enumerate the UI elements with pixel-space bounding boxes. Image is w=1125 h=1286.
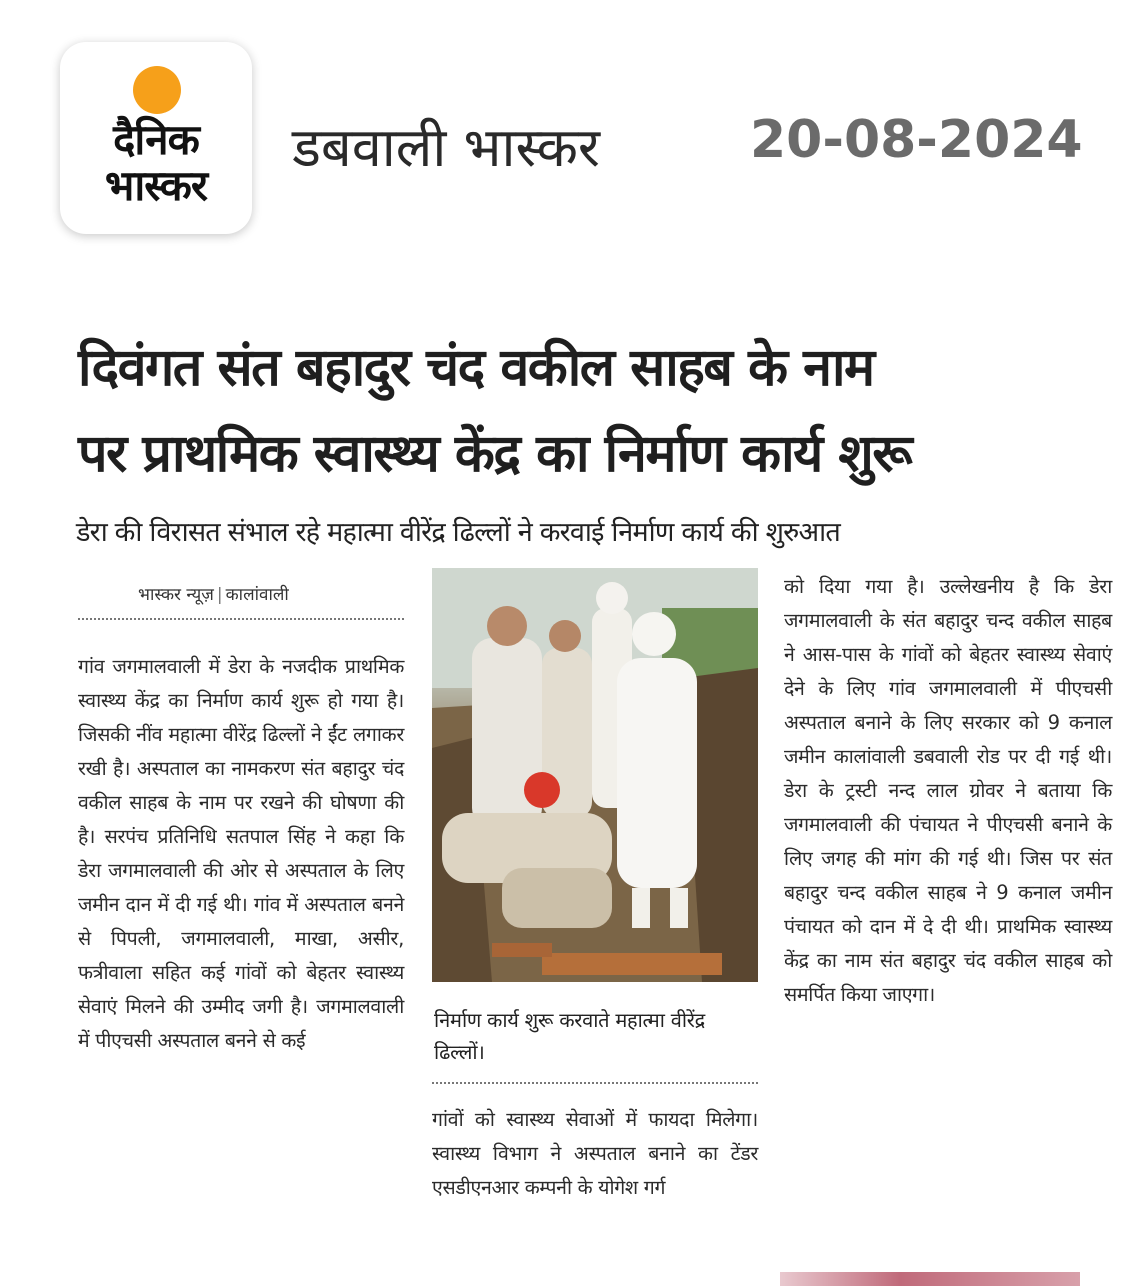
- publication-date: 20-08-2024: [750, 110, 1083, 170]
- bottom-edge-strip: [780, 1272, 1080, 1286]
- article-column-3: को दिया गया है। उल्लेखनीय है कि डेरा जगमालवाली के संत बहादुर चन्द वकील साहब ने आस-पास के गांवों को बेहतर स्वास्थ्य सेवाएं देने के लिए गांव जगमालवाली में पीएचसी अस्पताल बनाने के लिए सरकार को 9 कनाल जमीन कालांवाली डबवाली रोड पर दी गई थी। डेरा के ट्रस्टी नन्द लाल ग्रोवर ने बताया कि जगमालवाली की पंचायत ने पीएचसी बनाने के लिए जगह की मांग की गई थी। जिस पर संत बहादुर चन्द वकील साहब ने 9 कनाल जमीन पंचायत को दान में दे दी थी। प्राथमिक स्वास्थ्य केंद्र का नाम संत बहादुर चंद वकील साहब को समर्पित किया जाएगा।: [784, 575, 1112, 1006]
- byline-source: भास्कर न्यूज़: [138, 585, 214, 605]
- photo-illustration: [432, 568, 758, 982]
- byline-separator: |: [216, 585, 223, 605]
- article-column-2: गांवों को स्वास्थ्य सेवाओं में फायदा मिलेगा। स्वास्थ्य विभाग ने अस्पताल बनाने का टेंडर एसडीएनआर कम्पनी के योगेश गर्ग: [432, 1108, 758, 1199]
- dainik-bhaskar-logo: [60, 42, 252, 234]
- headline-line-1: दिवंगत संत बहादुर चंद वकील साहब के नाम: [78, 338, 874, 398]
- headline-line-2: पर प्राथमिक स्वास्थ्य केंद्र का निर्माण कार्य शुरू: [78, 424, 912, 484]
- logo-text-line2: भास्कर: [104, 161, 208, 210]
- caption-divider: [432, 1082, 758, 1084]
- photo-caption: निर्माण कार्य शुरू करवाते महात्मा वीरेंद्र ढिल्लों।: [434, 1008, 705, 1064]
- edition-name: डबवाली भास्कर: [292, 116, 601, 179]
- subheadline: डेरा की विरासत संभाल रहे महात्मा वीरेंद्र ढिल्लों ने करवाई निर्माण कार्य की शुरुआत: [76, 517, 840, 548]
- byline-divider: [78, 618, 404, 620]
- article-column-1: गांव जगमालवाली में डेरा के नजदीक प्राथमिक स्वास्थ्य केंद्र का निर्माण कार्य शुरू हो गया है। जिसकी नींव महात्मा वीरेंद्र ढिल्लों ने ईंट लगाकर रखी है। अस्पताल का नामकरण संत बहादुर चंद वकील साहब के नाम पर रखने की घोषणा की है। सरपंच प्रतिनिधि सतपाल सिंह ने कहा कि डेरा जगमालवाली की ओर से अस्पताल के लिए जमीन दान में दी गई थी। गांव में अस्पताल बनने से पिपली, जगमालवाली, माखा, असीर, फत्रीवाला सहित कई गांवों को बेहतर स्वास्थ्य सेवाएं मिलने की उम्मीद जगी है। जगमालवाली में पीएचसी अस्पताल बनने से कई: [78, 655, 404, 1052]
- byline-place: कालांवाली: [225, 585, 289, 605]
- article-photo: [432, 568, 758, 982]
- sun-icon: [133, 66, 181, 114]
- logo-text-line1: दैनिक: [113, 115, 199, 164]
- byline: [138, 582, 289, 605]
